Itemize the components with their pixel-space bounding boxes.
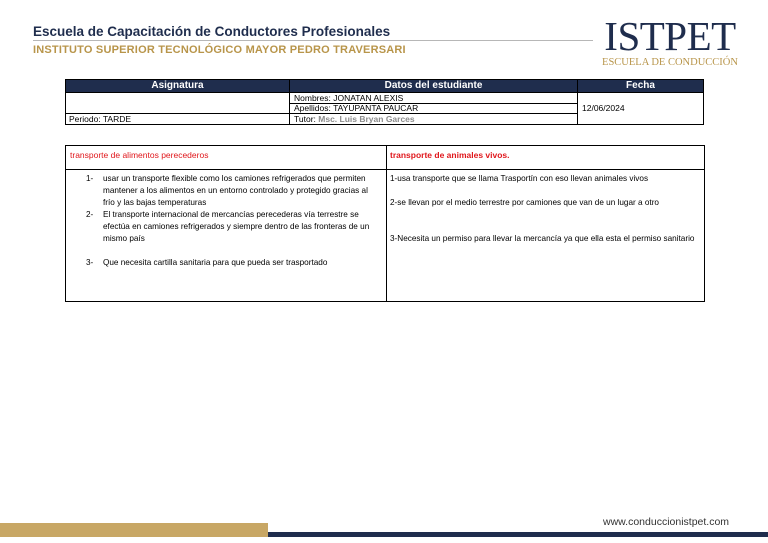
- footer-gold-bar: [0, 523, 268, 537]
- list-item: 2-se llevan por el medio terrestre por camiones que van de un lugar a otro: [390, 198, 659, 207]
- list-item: 1- usar un transporte flexible como los camiones refrigerados que permiten mantener a los alimentos en un entorno controlado y protegido gracias al frío y las bajas temperaturas: [86, 174, 368, 207]
- tutor-field: [294, 114, 415, 124]
- tutor-name: Msc. Luis Bryan Garces: [318, 114, 415, 124]
- list-item: 3-Necesita un permiso para llevar la mercancía ya que ella esta el permiso sanitario: [390, 234, 695, 243]
- footer-navy-bar: [268, 532, 768, 537]
- logo-subtitle: ESCUELA DE CONDUCCIÓN: [602, 57, 738, 68]
- date-value: 12/06/2024: [582, 103, 625, 113]
- period-value: Periodo: TARDE: [69, 114, 132, 124]
- tutor-label: Tutor:: [294, 114, 316, 124]
- school-name: Escuela de Capacitación de Conductores Profesionales: [33, 24, 391, 39]
- date-header: Fecha: [578, 80, 703, 92]
- comparison-table: [65, 145, 705, 302]
- perishable-transport-header: transporte de alimentos perecederos: [70, 150, 209, 160]
- live-animals-transport-header: transporte de animales vivos.: [390, 150, 510, 160]
- subject-header: Asignatura: [66, 80, 289, 92]
- student-data-header: Datos del estudiante: [290, 80, 577, 92]
- header-divider: [33, 40, 593, 41]
- perishable-list: [86, 173, 381, 269]
- list-item: 3- Que necesita cartilla sanitaria para que pueda ser trasportado: [86, 258, 328, 267]
- list-item: 1-usa transporte que se llama Trasportín con eso llevan animales vivos: [390, 174, 649, 183]
- student-surnames: Apellidos: TAYUPANTA PAUCAR: [294, 103, 419, 113]
- website-url: www.conduccionistpet.com: [603, 516, 730, 528]
- student-names: Nombres: JONATAN ALEXIS: [294, 93, 404, 103]
- istpet-logo: ISTPET: [604, 13, 736, 59]
- institute-name: INSTITUTO SUPERIOR TECNOLÓGICO MAYOR PEDRO TRAVERSARI: [33, 44, 406, 56]
- list-item: 2- El transporte internacional de mercancías perecederas vía terrestre se efectúa en camiones refrigerados y siempre dentro de las fronteras de un mismo país: [86, 210, 370, 243]
- student-info-table: [65, 79, 704, 125]
